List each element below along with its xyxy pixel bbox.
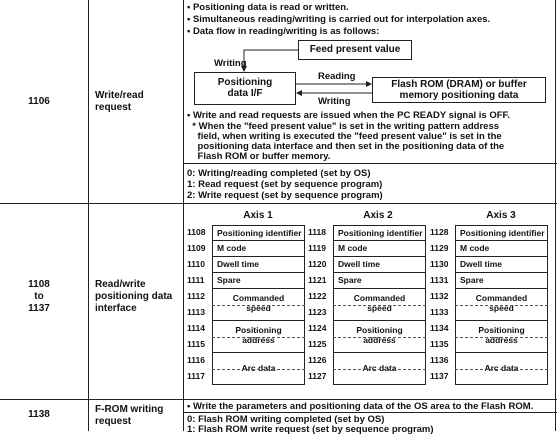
axis-1-m-code: M code — [212, 241, 305, 257]
axis-3-dash-1 — [455, 305, 548, 306]
address-1108-1137: 1108 to 1137 — [28, 279, 50, 314]
f-rom-value-1: 1: Flash ROM write request (set by sequence program) — [187, 424, 434, 435]
axis-2-spare: Spare — [333, 273, 426, 289]
value-2: 2: Write request (set by sequence program) — [187, 190, 383, 201]
axis-3-addr-6: 1134 — [430, 323, 449, 333]
writing-bottom-label: Writing — [318, 96, 351, 107]
axis-1-positioning-identifier: Positioning identifier — [212, 225, 305, 241]
axis-1-addr-2: 1110 — [187, 259, 205, 269]
axis-1-addr-6: 1114 — [187, 323, 205, 333]
axis-3-dash-2 — [455, 337, 548, 338]
axis-1-addr-5: 1113 — [187, 307, 205, 317]
axis-3-addr-1: 1129 — [430, 243, 449, 253]
axis-2-addr-1: 1119 — [308, 243, 326, 253]
axis-1-dwell-time: Dwell time — [212, 257, 305, 273]
note-3: field, when writing is executed the "feed present value" is set in the — [187, 131, 502, 142]
axis-2-addr-3: 1121 — [308, 275, 327, 285]
axis-1-addr-4: 1112 — [187, 291, 205, 301]
axis-3-dwell-time: Dwell time — [455, 257, 548, 273]
address-1138: 1138 — [28, 409, 50, 420]
bullet-3: • Data flow in reading/writing is as follows: — [187, 26, 380, 37]
f-rom-bullet: • Write the parameters and positioning data of the OS area to the Flash ROM. — [187, 401, 534, 412]
axis-2-addr-4: 1122 — [308, 291, 327, 301]
axis-2-addr-8: 1126 — [308, 355, 327, 365]
axis-2-commanded-speed-label: Commanded speed — [353, 293, 406, 313]
axis-3-commanded-speed-label: Commanded speed — [475, 293, 528, 313]
axis-1-dash-2 — [212, 337, 305, 338]
f-rom-value-0: 0: Flash ROM writing completed (set by OS) — [187, 414, 385, 425]
axis-2-addr-6: 1124 — [308, 323, 327, 333]
axis-2-dash-3 — [333, 369, 426, 370]
axis-2-addr-7: 1125 — [308, 339, 327, 349]
axis-2-addr-0: 1118 — [308, 227, 326, 237]
reading-label: Reading — [318, 71, 356, 82]
axis-3-addr-3: 1131 — [430, 275, 449, 285]
axis-1-commanded-speed-label: Commanded speed — [232, 293, 285, 313]
axis-3-addr-9: 1137 — [430, 371, 449, 381]
writing-top-label: Writing — [214, 58, 247, 69]
axis-2-dwell-time: Dwell time — [333, 257, 426, 273]
axis-2-addr-2: 1120 — [308, 259, 327, 269]
axis-2-addr-5: 1123 — [308, 307, 327, 317]
axis-3-dash-3 — [455, 369, 548, 370]
positioning-if-label: Positioning data I/F — [217, 77, 273, 99]
axis-1-addr-3: 1111 — [187, 275, 205, 285]
axis-1-dash-1 — [212, 305, 305, 306]
name-read-write-interface: Read/write positioning data interface — [95, 279, 173, 314]
value-0: 0: Writing/reading completed (set by OS) — [187, 168, 371, 179]
axis-1-addr-9: 1117 — [187, 371, 205, 381]
axis-3-spare: Spare — [455, 273, 548, 289]
axis-2-arc-data-label: Arc data — [362, 363, 397, 373]
axis-3-positioning-identifier: Positioning identifier — [455, 225, 548, 241]
note-5: Flash ROM or buffer memory. — [187, 151, 331, 162]
axis-3-title: Axis 3 — [486, 210, 516, 221]
flash-rom-label: Flash ROM (DRAM) or buffer memory positioning data — [391, 79, 527, 101]
axis-2-addr-9: 1127 — [308, 371, 327, 381]
axis-1-spare: Spare — [212, 273, 305, 289]
axis-1-addr-1: 1109 — [187, 243, 206, 253]
note-1: • Write and read requests are issued when the PC READY signal is OFF. — [187, 110, 510, 121]
axis-3-addr-7: 1135 — [430, 339, 449, 349]
bullet-2: • Simultaneous reading/writing is carried out for interpolation axes. — [187, 14, 491, 25]
axis-1-title: Axis 1 — [243, 210, 273, 221]
feed-present-value-label: Feed present value — [309, 44, 401, 55]
axis-1-addr-8: 1116 — [187, 355, 205, 365]
axis-1-dash-3 — [212, 369, 305, 370]
name-write-read-request: Write/read request — [95, 90, 144, 113]
axis-1-addr-0: 1108 — [187, 227, 206, 237]
axis-3-addr-0: 1128 — [430, 227, 449, 237]
address-1106: 1106 — [28, 96, 50, 107]
note-4: positioning data interface and then set in the positioning data of the — [187, 141, 505, 152]
axis-2-positioning-address-label: Positioning address — [356, 325, 403, 345]
axis-3-positioning-address-label: Positioning address — [478, 325, 525, 345]
axis-2-dash-2 — [333, 337, 426, 338]
axis-3-addr-5: 1133 — [430, 307, 449, 317]
axis-3-addr-2: 1130 — [430, 259, 449, 269]
axis-2-dash-1 — [333, 305, 426, 306]
value-1: 1: Read request (set by sequence program) — [187, 179, 383, 190]
axis-3-addr-8: 1136 — [430, 355, 449, 365]
name-f-rom-writing-request: F-ROM writing request — [95, 404, 164, 427]
axis-3-addr-4: 1132 — [430, 291, 449, 301]
axis-2-title: Axis 2 — [363, 210, 393, 221]
note-2: * When the "feed present value" is set in the writing pattern address — [187, 121, 500, 132]
axis-2-positioning-identifier: Positioning identifier — [333, 225, 426, 241]
axis-3-m-code: M code — [455, 241, 548, 257]
bullet-1: • Positioning data is read or written. — [187, 2, 349, 13]
axis-1-positioning-address-label: Positioning address — [235, 325, 282, 345]
axis-1-addr-7: 1115 — [187, 339, 205, 349]
axis-3-arc-data-label: Arc data — [484, 363, 519, 373]
axis-1-arc-data-label: Arc data — [241, 363, 276, 373]
axis-2-m-code: M code — [333, 241, 426, 257]
